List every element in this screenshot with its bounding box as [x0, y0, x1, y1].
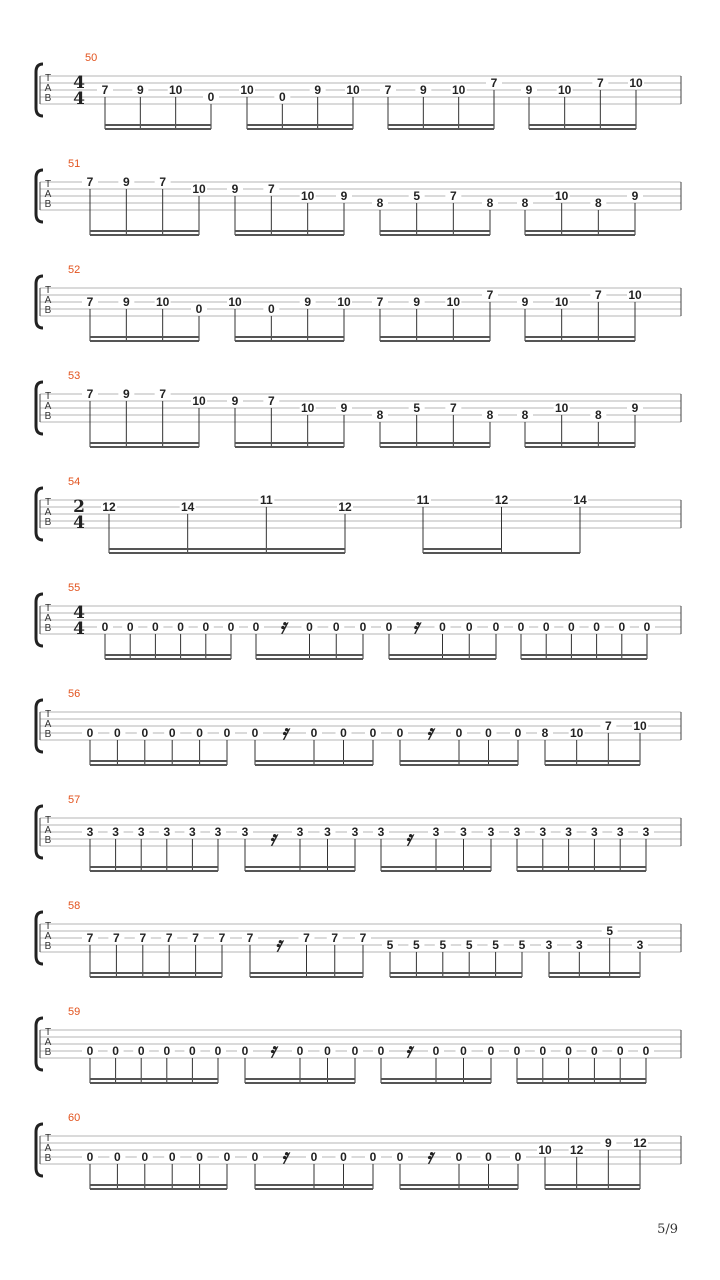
- fret-number: 10: [337, 295, 351, 309]
- fret-number: 8: [594, 196, 602, 210]
- fret-number: 9: [631, 401, 639, 415]
- fret-number: 3: [241, 825, 249, 839]
- tab-clef-letter: A: [44, 189, 52, 200]
- fret-number: 0: [432, 1044, 440, 1058]
- fret-number: 3: [351, 825, 359, 839]
- fret-number: 7: [376, 295, 384, 309]
- sixteenth-rest: 𝄿: [412, 614, 419, 638]
- fret-number: 9: [314, 83, 322, 97]
- sixteenth-rest: 𝄿: [281, 720, 288, 744]
- fret-number: 0: [141, 726, 149, 740]
- tab-clef-letter: T: [44, 709, 52, 720]
- fret-number: 0: [565, 1044, 572, 1058]
- sixteenth-rest: 𝄿: [281, 1144, 288, 1168]
- tab-clef-letter: B: [44, 729, 52, 740]
- fret-number: 0: [487, 1044, 495, 1058]
- fret-number: 0: [214, 1044, 222, 1058]
- fret-number: 7: [113, 931, 120, 945]
- tab-clef-letter: B: [44, 1047, 52, 1058]
- fret-number: 0: [114, 1150, 121, 1164]
- fret-number: 9: [525, 83, 533, 97]
- fret-number: 9: [631, 189, 639, 203]
- fret-number: 0: [514, 1150, 522, 1164]
- fret-number: 10: [633, 719, 647, 733]
- fret-number: 10: [446, 295, 461, 309]
- tab-clef-letter: T: [44, 1027, 52, 1038]
- fret-number: 12: [102, 500, 116, 514]
- tab-clef-letter: A: [44, 401, 52, 412]
- fret-number: 7: [303, 931, 310, 945]
- fret-number: 0: [296, 1044, 304, 1058]
- fret-number: 3: [324, 825, 331, 839]
- fret-number: 0: [642, 1044, 650, 1058]
- tab-clef-letter: A: [44, 507, 52, 518]
- fret-number: 3: [137, 825, 145, 839]
- fret-number: 7: [218, 931, 226, 945]
- fret-number: 3: [642, 825, 650, 839]
- fret-number: 10: [629, 76, 643, 90]
- fret-number: 9: [419, 83, 427, 97]
- tab-clef-letter: T: [44, 285, 52, 296]
- fret-number: 5: [518, 938, 526, 952]
- fret-number: 0: [539, 1044, 547, 1058]
- fret-number: 10: [192, 182, 206, 196]
- fret-number: 0: [137, 1044, 145, 1058]
- fret-number: 3: [112, 825, 119, 839]
- tab-clef-letter: A: [44, 83, 52, 94]
- fret-number: 3: [513, 825, 521, 839]
- fret-number: 10: [628, 288, 642, 302]
- fret-number: 10: [554, 295, 569, 309]
- tab-clef-letter: A: [44, 825, 52, 836]
- fret-number: 0: [207, 90, 215, 104]
- fret-number: 0: [202, 620, 210, 634]
- fret-number: 7: [165, 931, 173, 945]
- tab-clef-letter: B: [44, 835, 52, 846]
- fret-number: 0: [618, 620, 626, 634]
- sixteenth-rest: 𝄿: [269, 826, 276, 850]
- fret-number: 12: [494, 493, 509, 507]
- fret-number: 10: [451, 83, 466, 97]
- fret-number: 7: [86, 931, 94, 945]
- fret-number: 9: [136, 83, 144, 97]
- measure-number: 57: [68, 794, 81, 806]
- time-signature-top: 4: [73, 73, 85, 93]
- fret-number: 0: [86, 726, 94, 740]
- fret-number: 8: [486, 408, 494, 422]
- tab-clef-letter: B: [44, 305, 52, 316]
- fret-number: 0: [324, 1044, 331, 1058]
- fret-number: 0: [514, 726, 522, 740]
- fret-number: 0: [223, 1150, 231, 1164]
- time-signature-bottom: 4: [73, 89, 85, 109]
- measure-number: 58: [68, 900, 81, 912]
- fret-number: 8: [521, 196, 529, 210]
- fret-number: 9: [413, 295, 421, 309]
- tab-clef-letter: T: [44, 1133, 52, 1144]
- fret-number: 0: [513, 1044, 521, 1058]
- tab-clef-letter: T: [44, 179, 52, 190]
- fret-number: 0: [241, 1044, 249, 1058]
- fret-number: 0: [195, 302, 203, 316]
- fret-number: 0: [485, 726, 492, 740]
- fret-number: 0: [112, 1044, 119, 1058]
- fret-number: 8: [376, 196, 384, 210]
- fret-number: 7: [86, 295, 94, 309]
- fret-number: 7: [139, 931, 147, 945]
- fret-number: 0: [196, 1150, 203, 1164]
- fret-number: 0: [141, 1150, 149, 1164]
- fret-number: 0: [542, 620, 550, 634]
- tab-clef-letter: T: [44, 391, 52, 402]
- fret-number: 5: [413, 938, 420, 952]
- fret-number: 7: [490, 76, 498, 90]
- fret-number: 10: [192, 394, 206, 408]
- fret-number: 0: [369, 1150, 377, 1164]
- fret-number: 3: [214, 825, 222, 839]
- fret-number: 9: [604, 1136, 612, 1150]
- fret-number: 12: [633, 1136, 647, 1150]
- fret-number: 0: [616, 1044, 624, 1058]
- measure-number: 55: [68, 582, 81, 594]
- fret-number: 7: [101, 83, 109, 97]
- fret-number: 11: [259, 493, 273, 507]
- fret-number: 0: [455, 1150, 463, 1164]
- fret-number: 0: [396, 1150, 404, 1164]
- time-signature-bottom: 4: [73, 513, 85, 533]
- measure-number: 56: [68, 688, 81, 700]
- measure-number: 52: [68, 264, 81, 276]
- fret-number: 3: [636, 938, 644, 952]
- measure-number: 53: [68, 370, 81, 382]
- fret-number: 0: [251, 1150, 259, 1164]
- fret-number: 10: [168, 83, 183, 97]
- fret-number: 3: [487, 825, 495, 839]
- fret-number: 8: [376, 408, 384, 422]
- fret-number: 0: [310, 1150, 318, 1164]
- fret-number: 8: [521, 408, 529, 422]
- tab-clef-letter: A: [44, 295, 52, 306]
- tab-clef-letter: B: [44, 517, 52, 528]
- tab-clef-letter: A: [44, 931, 52, 942]
- fret-number: 7: [449, 189, 457, 203]
- sixteenth-rest: 𝄿: [405, 826, 412, 850]
- fret-number: 12: [569, 1143, 584, 1157]
- fret-number: 7: [449, 401, 457, 415]
- fret-number: 7: [486, 288, 494, 302]
- fret-number: 9: [122, 387, 130, 401]
- fret-number: 10: [300, 189, 315, 203]
- sixteenth-rest: 𝄿: [405, 1038, 412, 1062]
- fret-number: 10: [554, 189, 569, 203]
- fret-number: 9: [122, 295, 130, 309]
- fret-number: 0: [114, 726, 121, 740]
- fret-number: 10: [240, 83, 254, 97]
- fret-number: 5: [465, 938, 473, 952]
- fret-number: 7: [159, 387, 167, 401]
- sixteenth-rest: 𝄿: [426, 1144, 433, 1168]
- fret-number: 0: [196, 726, 203, 740]
- fret-number: 0: [306, 620, 313, 634]
- fret-number: 0: [86, 1150, 94, 1164]
- fret-number: 9: [122, 175, 130, 189]
- fret-number: 3: [545, 938, 553, 952]
- fret-number: 7: [594, 288, 602, 302]
- fret-number: 0: [340, 726, 347, 740]
- fret-number: 0: [593, 620, 600, 634]
- fret-number: 3: [163, 825, 171, 839]
- measure-number: 54: [68, 476, 81, 488]
- tab-clef-letter: T: [44, 497, 52, 508]
- fret-number: 5: [606, 924, 614, 938]
- fret-number: 5: [386, 938, 394, 952]
- fret-number: 10: [155, 295, 170, 309]
- fret-number: 0: [591, 1044, 598, 1058]
- fret-number: 0: [126, 620, 134, 634]
- fret-number: 7: [267, 394, 275, 408]
- fret-number: 0: [369, 726, 377, 740]
- fret-number: 10: [228, 295, 242, 309]
- fret-number: 10: [569, 726, 584, 740]
- fret-number: 0: [86, 1044, 94, 1058]
- fret-number: 3: [296, 825, 304, 839]
- fret-number: 0: [643, 620, 651, 634]
- fret-number: 0: [278, 90, 286, 104]
- fret-number: 8: [486, 196, 494, 210]
- fret-number: 9: [231, 182, 239, 196]
- fret-number: 3: [377, 825, 385, 839]
- fret-number: 0: [517, 620, 525, 634]
- fret-number: 10: [554, 401, 569, 415]
- time-signature-top: 2: [73, 497, 85, 517]
- fret-number: 0: [189, 1044, 196, 1058]
- sixteenth-rest: 𝄿: [269, 1038, 276, 1062]
- fret-number: 11: [416, 493, 430, 507]
- fret-number: 12: [338, 500, 352, 514]
- fret-number: 5: [439, 938, 447, 952]
- fret-number: 3: [565, 825, 572, 839]
- fret-number: 10: [557, 83, 572, 97]
- fret-number: 5: [413, 401, 421, 415]
- fret-number: 7: [359, 931, 367, 945]
- fret-number: 0: [267, 302, 275, 316]
- fret-number: 7: [267, 182, 275, 196]
- measure-number: 50: [85, 52, 98, 64]
- fret-number: 3: [460, 825, 467, 839]
- tab-clef-letter: B: [44, 411, 52, 422]
- fret-number: 9: [340, 401, 348, 415]
- fret-number: 0: [168, 726, 176, 740]
- fret-number: 0: [332, 620, 340, 634]
- fret-number: 5: [492, 938, 499, 952]
- fret-number: 0: [227, 620, 235, 634]
- fret-number: 7: [159, 175, 167, 189]
- tab-clef-letter: B: [44, 623, 52, 634]
- tab-clef-letter: T: [44, 921, 52, 932]
- time-signature-bottom: 4: [73, 619, 85, 639]
- fret-number: 0: [460, 1044, 467, 1058]
- fret-number: 0: [385, 620, 393, 634]
- fret-number: 0: [101, 620, 109, 634]
- tab-clef-letter: A: [44, 1037, 52, 1048]
- fret-number: 0: [310, 726, 318, 740]
- fret-number: 7: [596, 76, 604, 90]
- fret-number: 0: [465, 620, 473, 634]
- fret-number: 7: [86, 387, 94, 401]
- fret-number: 0: [492, 620, 500, 634]
- fret-number: 0: [340, 1150, 347, 1164]
- measure-number: 60: [68, 1112, 81, 1124]
- fret-number: 0: [168, 1150, 176, 1164]
- tab-clef-letter: B: [44, 199, 52, 210]
- fret-number: 10: [346, 83, 360, 97]
- fret-number: 14: [180, 500, 195, 514]
- fret-number: 3: [616, 825, 624, 839]
- fret-number: 3: [575, 938, 583, 952]
- fret-number: 0: [485, 1150, 492, 1164]
- tab-clef-letter: B: [44, 941, 52, 952]
- time-signature-top: 4: [73, 603, 85, 623]
- sixteenth-rest: 𝄿: [279, 614, 286, 638]
- fret-number: 7: [246, 931, 254, 945]
- fret-number: 0: [152, 620, 159, 634]
- sixteenth-rest: 𝄿: [275, 932, 282, 956]
- fret-number: 0: [252, 620, 260, 634]
- fret-number: 7: [331, 931, 339, 945]
- fret-number: 7: [86, 175, 94, 189]
- fret-number: 5: [413, 189, 421, 203]
- fret-number: 0: [455, 726, 463, 740]
- fret-number: 0: [439, 620, 446, 634]
- tab-clef-letter: A: [44, 719, 52, 730]
- measure-number: 51: [68, 158, 81, 170]
- page-number: 5/9: [657, 1222, 678, 1237]
- fret-number: 10: [300, 401, 315, 415]
- tab-clef-letter: A: [44, 613, 52, 624]
- tab-clef-letter: T: [44, 73, 52, 84]
- fret-number: 0: [351, 1044, 359, 1058]
- fret-number: 0: [359, 620, 367, 634]
- fret-number: 3: [539, 825, 547, 839]
- fret-number: 9: [521, 295, 529, 309]
- measure-number: 59: [68, 1006, 81, 1018]
- fret-number: 0: [396, 726, 404, 740]
- fret-number: 0: [223, 726, 231, 740]
- fret-number: 7: [192, 931, 199, 945]
- tab-clef-letter: B: [44, 93, 52, 104]
- fret-number: 0: [568, 620, 575, 634]
- tab-clef-letter: A: [44, 1143, 52, 1154]
- fret-number: 3: [591, 825, 598, 839]
- fret-number: 3: [189, 825, 196, 839]
- fret-number: 0: [177, 620, 184, 634]
- fret-number: 7: [384, 83, 392, 97]
- tab-clef-letter: T: [44, 603, 52, 614]
- fret-number: 3: [432, 825, 440, 839]
- fret-number: 8: [541, 726, 549, 740]
- tab-clef-letter: B: [44, 1153, 52, 1164]
- fret-number: 0: [377, 1044, 385, 1058]
- fret-number: 9: [304, 295, 312, 309]
- fret-number: 14: [573, 493, 587, 507]
- tab-clef-letter: T: [44, 815, 52, 826]
- fret-number: 10: [538, 1143, 552, 1157]
- fret-number: 3: [86, 825, 94, 839]
- fret-number: 7: [604, 719, 612, 733]
- fret-number: 8: [594, 408, 602, 422]
- fret-number: 9: [231, 394, 239, 408]
- fret-number: 0: [251, 726, 259, 740]
- fret-number: 9: [340, 189, 348, 203]
- sixteenth-rest: 𝄿: [426, 720, 433, 744]
- fret-number: 0: [163, 1044, 171, 1058]
